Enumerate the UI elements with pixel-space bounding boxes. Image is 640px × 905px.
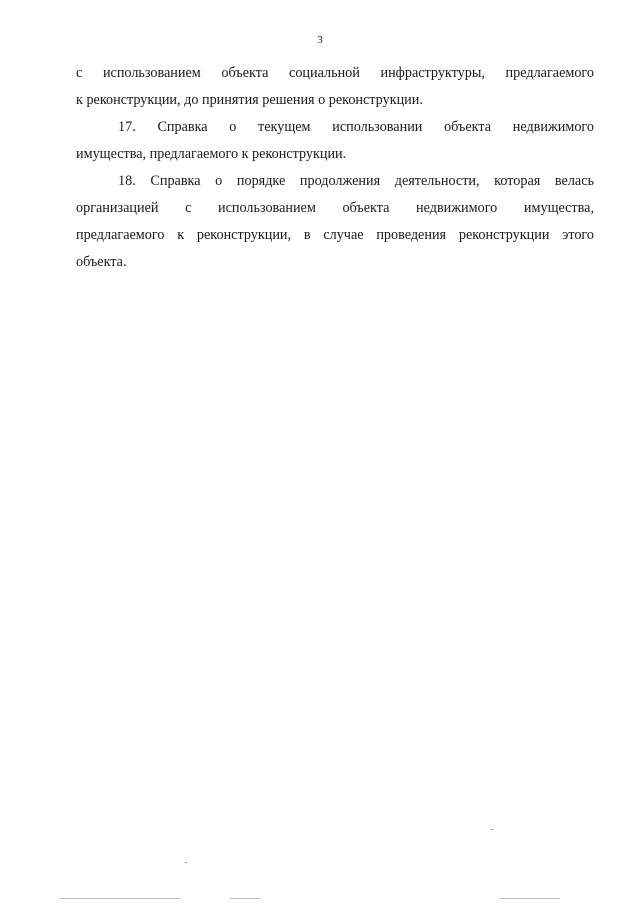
text-line: с использованием объекта социальной инфраструктуры, предлагаемого <box>76 65 594 81</box>
text-line: к реконструкции, до принятия решения о реконструкции. <box>76 92 423 108</box>
paragraph-continuation <box>76 60 594 114</box>
text-line: предлагаемого к реконструкции, в случае проведения реконструкции этого <box>76 227 594 243</box>
scan-speck <box>185 862 187 863</box>
page-number: 3 <box>317 34 323 46</box>
text-line: 18. Справка о порядке продолжения деятельности, которая велась <box>118 173 594 189</box>
text-line: 17. Справка о текущем использовании объекта недвижимого <box>118 119 594 135</box>
scan-speck <box>491 829 493 830</box>
paragraph-item-17 <box>76 114 594 168</box>
text-line: имущества, предлагаемого к реконструкции. <box>76 146 347 162</box>
scan-edge-line <box>230 898 260 899</box>
scan-edge-line <box>60 898 180 899</box>
scan-edge-line <box>500 898 560 899</box>
document-body <box>76 60 594 276</box>
text-line: организацией с использованием объекта недвижимого имущества, <box>76 200 594 216</box>
text-line: объекта. <box>76 254 127 270</box>
paragraph-item-18 <box>76 168 594 276</box>
